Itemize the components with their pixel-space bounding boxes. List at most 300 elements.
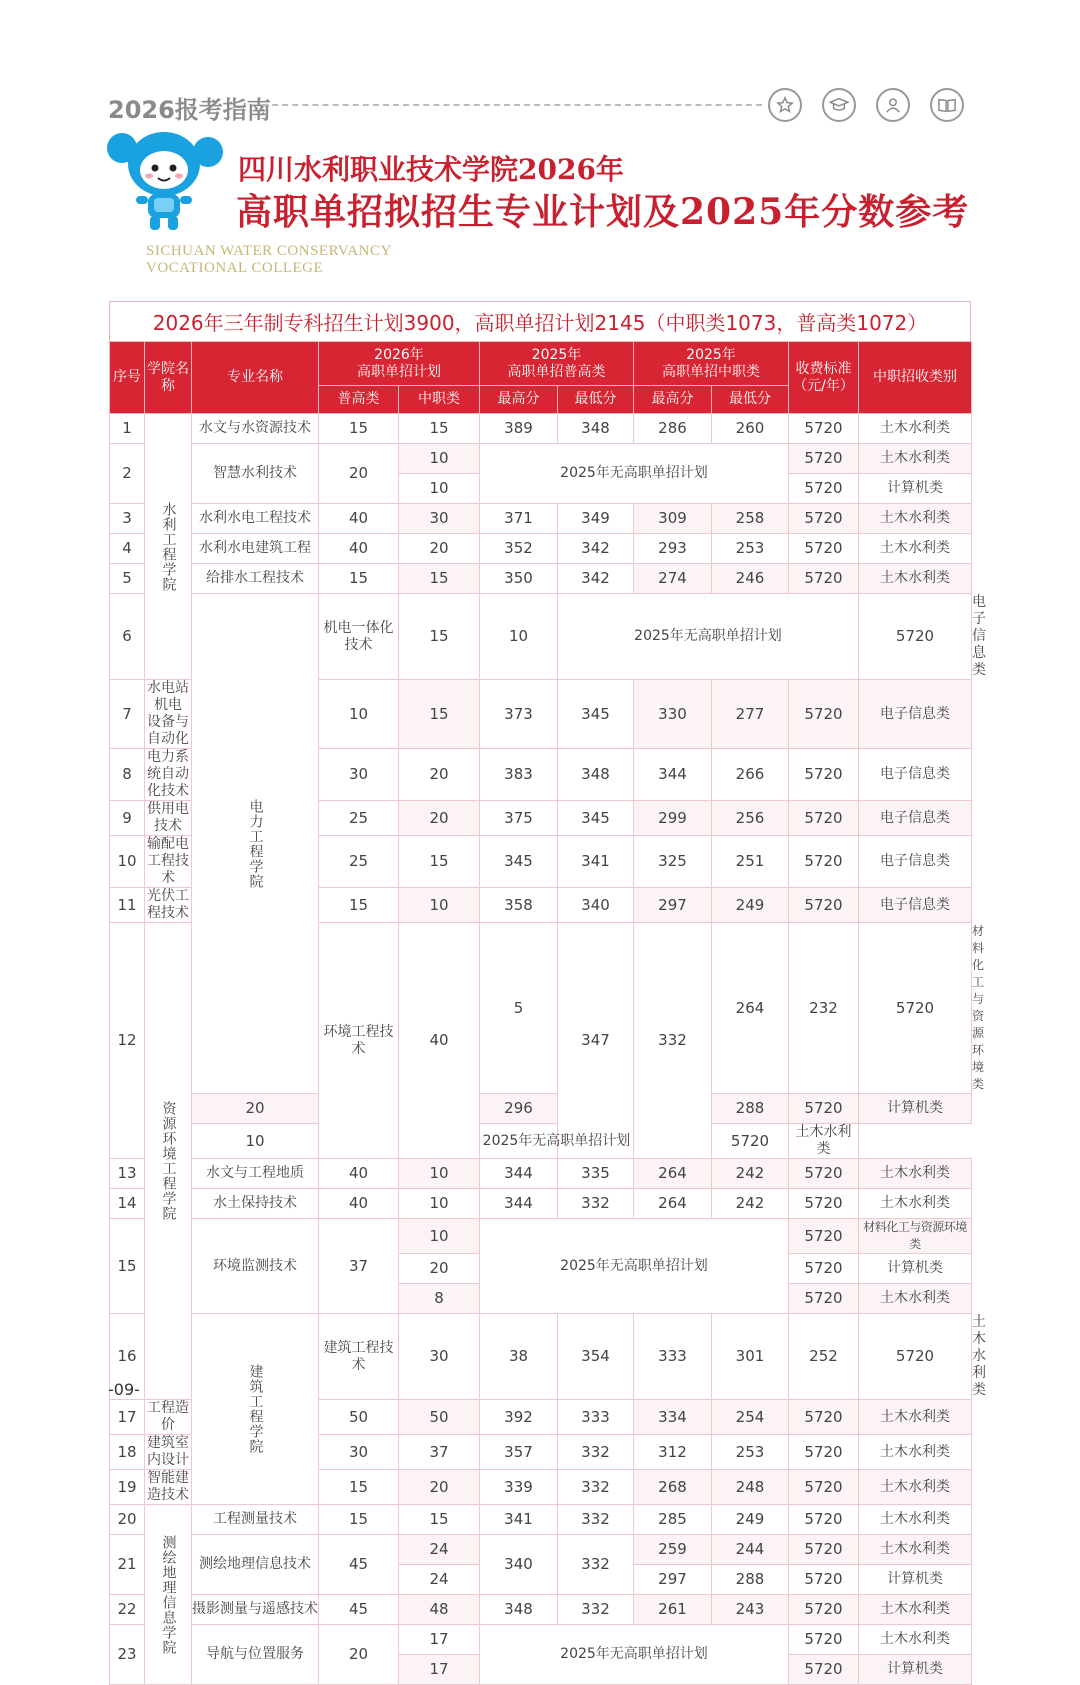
zz-max-cell: 296 [480, 1094, 558, 1124]
seq-cell: 15 [110, 1219, 145, 1314]
zhongzhi-plan-cell: 17 [399, 1655, 480, 1685]
zz-min-cell: 253 [712, 1435, 789, 1470]
gk-min-cell: 332 [558, 1189, 634, 1219]
college-cell: 水利工程学院 [145, 414, 192, 680]
major-cell: 环境工程技术 [319, 923, 399, 1159]
seq-cell: 1 [110, 414, 145, 444]
fee-cell: 5720 [789, 1435, 859, 1470]
pugao-plan-cell: 45 [319, 1535, 399, 1595]
category-cell: 土木水利类 [859, 1284, 972, 1314]
gk-max-cell: 352 [480, 534, 558, 564]
pugao-plan-cell: 50 [319, 1400, 399, 1435]
gk-max-cell: 371 [480, 504, 558, 534]
table-row [110, 564, 972, 594]
table-row [110, 1189, 972, 1219]
zz-min-cell: 277 [712, 680, 789, 749]
major-cell [145, 680, 192, 749]
zz-min-cell: 288 [712, 1565, 789, 1595]
zz-max-cell: 325 [634, 836, 712, 888]
pugao-plan-cell: 25 [319, 801, 399, 836]
gk-min-cell: 340 [558, 888, 634, 923]
gk-min-cell: 349 [558, 504, 634, 534]
category-cell: 土木水利类 [789, 1124, 859, 1159]
header-seq: 序号 [110, 342, 145, 414]
seq-cell: 11 [110, 888, 145, 923]
gk-max-cell: 348 [480, 1595, 558, 1625]
pugao-plan-cell: 30 [319, 749, 399, 801]
gk-min-cell: 333 [558, 1400, 634, 1435]
page-number: -09- [108, 1380, 140, 1399]
college-cell: 电力工程学院 [192, 594, 319, 1094]
category-cell: 计算机类 [859, 474, 972, 504]
fee-cell: 5720 [789, 1094, 859, 1124]
zz-max-cell: 309 [634, 504, 712, 534]
category-cell: 土木水利类 [859, 1505, 972, 1535]
zz-min-cell: 248 [712, 1470, 789, 1505]
mascot-logo [104, 124, 232, 236]
seq-cell: 10 [110, 836, 145, 888]
major-cell: 电力系统自动化技术 [145, 749, 192, 801]
fee-cell: 5720 [789, 749, 859, 801]
fee-cell: 5720 [789, 1284, 859, 1314]
fee-cell: 5720 [712, 1124, 789, 1159]
category-cell: 电子信息类 [859, 801, 972, 836]
header-score-gk [480, 342, 634, 386]
major-line1: 水电站机电 [147, 680, 189, 713]
pugao-plan-cell: 40 [319, 504, 399, 534]
pugao-plan-cell: 45 [319, 1595, 399, 1625]
category-cell: 计算机类 [859, 1565, 972, 1595]
gk-max-cell: 339 [480, 1470, 558, 1505]
zhongzhi-plan-cell: 20 [399, 749, 480, 801]
no-plan-cell: 2025年无高职单招计划 [480, 1625, 789, 1685]
major-cell: 智能建造技术 [145, 1470, 192, 1505]
fee-cell: 5720 [789, 1535, 859, 1565]
pugao-plan-cell: 20 [319, 444, 399, 504]
header-college: 学院名称 [145, 342, 192, 414]
category-cell: 电子信息类 [859, 680, 972, 749]
major-cell: 测绘地理信息技术 [192, 1535, 319, 1595]
category-cell: 土木水利类 [859, 1400, 972, 1435]
seq-cell: 5 [110, 564, 145, 594]
no-plan-cell: 2025年无高职单招计划 [480, 1219, 789, 1314]
gk-max-cell: 344 [480, 1189, 558, 1219]
gk-min-cell: 332 [634, 923, 712, 1159]
zhongzhi-plan-cell: 8 [399, 1284, 480, 1314]
major-cell: 导航与位置服务 [192, 1625, 319, 1685]
category-cell: 电子信息类 [859, 888, 972, 923]
english-name-line2: VOCATIONAL COLLEGE [146, 260, 324, 276]
header-plan-year: 2026年 [374, 346, 424, 363]
seq-cell: 17 [110, 1400, 145, 1435]
zhongzhi-plan-cell: 15 [399, 1505, 480, 1535]
zhongzhi-plan-cell: 15 [399, 564, 480, 594]
college-cell: 测绘地理信息学院 [145, 1505, 192, 1685]
zhongzhi-plan-cell: 5 [480, 923, 558, 1094]
zz-min-cell: 254 [712, 1400, 789, 1435]
table-row: 12 资源环境工程学院 环境工程技术 40 5 347 332 264 232 5720 材料化工与资源环境类 [110, 923, 972, 1094]
gk-min-cell: 333 [634, 1314, 712, 1400]
table-row [110, 1595, 972, 1625]
header-score-gk-label: 高职单招普高类 [507, 363, 606, 380]
major-cell: 工程测量技术 [192, 1505, 319, 1535]
user-icon [876, 88, 910, 122]
english-name-line1: SICHUAN WATER CONSERVANCY [146, 243, 392, 259]
category-cell: 材料化工与资源环境类 [859, 1219, 972, 1254]
category-cell: 土木水利类 [859, 444, 972, 474]
guide-title: 2026报考指南 [108, 96, 271, 124]
category-cell: 计算机类 [859, 1655, 972, 1685]
category-cell: 土木水利类 [859, 1159, 972, 1189]
header-category: 中职招收类别 [859, 342, 972, 414]
fee-cell: 5720 [789, 1159, 859, 1189]
zz-min-cell: 260 [712, 414, 789, 444]
seq-cell: 14 [110, 1189, 145, 1219]
category-cell: 土木水利类 [859, 414, 972, 444]
gk-max-cell: 392 [480, 1400, 558, 1435]
category-cell: 土木水利类 [859, 1470, 972, 1505]
seq-cell: 21 [110, 1535, 145, 1595]
zhongzhi-plan-cell: 48 [399, 1595, 480, 1625]
title-line1: 四川水利职业技术学院2026年 [238, 153, 624, 186]
header-zz-max: 最高分 [634, 386, 712, 414]
gk-min-cell: 341 [558, 836, 634, 888]
major-cell: 建筑室内设计 [145, 1435, 192, 1470]
zhongzhi-plan-cell: 10 [192, 1124, 319, 1159]
zhongzhi-plan-cell: 15 [399, 414, 480, 444]
major-cell: 水文与工程地质 [192, 1159, 319, 1189]
fee-cell: 5720 [789, 888, 859, 923]
fee-cell: 5720 [789, 1219, 859, 1254]
pugao-plan-cell: 15 [399, 594, 480, 680]
header-gk-max: 最高分 [480, 386, 558, 414]
zz-min-cell: 266 [712, 749, 789, 801]
zz-max-cell: 264 [634, 1189, 712, 1219]
table-row [110, 444, 972, 474]
seq-cell: 20 [110, 1505, 145, 1535]
pugao-plan-cell: 15 [319, 564, 399, 594]
category-cell: 土木水利类 [859, 1535, 972, 1565]
zz-max-cell: 259 [634, 1535, 712, 1565]
fee-cell: 5720 [789, 1505, 859, 1535]
gk-max-cell: 375 [480, 801, 558, 836]
seq-cell: 22 [110, 1595, 145, 1625]
zz-max-cell: 297 [634, 1565, 712, 1595]
zhongzhi-plan-cell: 24 [399, 1535, 480, 1565]
zhongzhi-plan-cell: 20 [399, 1470, 480, 1505]
pugao-plan-cell: 37 [319, 1219, 399, 1314]
zz-min-cell: 253 [712, 534, 789, 564]
zz-min-cell: 252 [789, 1314, 859, 1400]
major-cell: 供用电技术 [145, 801, 192, 836]
fee-cell: 5720 [859, 1314, 972, 1400]
zhongzhi-plan-cell: 30 [399, 504, 480, 534]
major-cell: 输配电工程技术 [145, 836, 192, 888]
zz-min-cell: 249 [712, 1505, 789, 1535]
seq-cell: 19 [110, 1470, 145, 1505]
major-cell: 机电一体化技术 [319, 594, 399, 680]
seq-cell: 16 [110, 1314, 145, 1400]
zhongzhi-plan-cell: 10 [399, 1189, 480, 1219]
fee-cell: 5720 [789, 1595, 859, 1625]
category-cell: 电子信息类 [859, 836, 972, 888]
header-major: 专业名称 [192, 342, 319, 414]
table-row [110, 1159, 972, 1189]
table-row [110, 504, 972, 534]
no-plan-cell: 2025年无高职单招计划 [480, 1124, 634, 1159]
table-row [110, 534, 972, 564]
gk-min-cell: 335 [558, 1159, 634, 1189]
major-cell: 摄影测量与遥感技术 [192, 1595, 319, 1625]
pugao-plan-cell: 40 [319, 1159, 399, 1189]
major-cell: 建筑工程技术 [319, 1314, 399, 1400]
gk-max-cell: 340 [480, 1535, 558, 1595]
pugao-plan-cell: 15 [319, 888, 399, 923]
fee-cell: 5720 [789, 801, 859, 836]
zz-min-cell: 249 [712, 888, 789, 923]
english-name [146, 243, 392, 277]
zhongzhi-plan-cell: 20 [399, 801, 480, 836]
gk-min-cell: 332 [558, 1435, 634, 1470]
zhongzhi-plan-cell: 10 [399, 1219, 480, 1254]
zz-max-cell: 264 [634, 1159, 712, 1189]
zz-min-cell: 258 [712, 504, 789, 534]
title-line2: 高职单招拟招生专业计划及2025年分数参考 [236, 191, 970, 233]
pugao-plan-cell: 15 [319, 1470, 399, 1505]
zhongzhi-plan-cell: 10 [399, 474, 480, 504]
seq-cell: 3 [110, 504, 145, 534]
zz-min-cell: 242 [712, 1189, 789, 1219]
category-cell: 土木水利类 [859, 564, 972, 594]
zz-max-cell: 312 [634, 1435, 712, 1470]
zz-min-cell: 256 [712, 801, 789, 836]
pugao-plan-cell: 15 [319, 414, 399, 444]
fee-cell: 5720 [789, 1655, 859, 1685]
pugao-plan-cell: 40 [319, 534, 399, 564]
fee-cell: 5720 [789, 1400, 859, 1435]
major-cell: 水利水电建筑工程 [192, 534, 319, 564]
seq-cell: 13 [110, 1159, 145, 1189]
zz-min-cell: 242 [712, 1159, 789, 1189]
gk-max-cell: 358 [480, 888, 558, 923]
zhongzhi-plan-cell: 38 [480, 1314, 558, 1400]
graduation-cap-icon [822, 88, 856, 122]
header-zz-min: 最低分 [712, 386, 789, 414]
category-cell: 土木水利类 [859, 504, 972, 534]
fee-cell: 5720 [789, 474, 859, 504]
zhongzhi-plan-cell: 15 [399, 836, 480, 888]
no-plan-cell: 2025年无高职单招计划 [558, 594, 859, 680]
gk-max-cell: 341 [480, 1505, 558, 1535]
header-plan-group [319, 342, 480, 386]
category-cell: 土木水利类 [859, 1435, 972, 1470]
zz-max-cell: 286 [634, 414, 712, 444]
zhongzhi-plan-cell: 10 [399, 1159, 480, 1189]
seq-cell: 8 [110, 749, 145, 801]
zz-max-cell: 299 [634, 801, 712, 836]
no-plan-cell: 2025年无高职单招计划 [480, 444, 789, 504]
gk-min-cell: 332 [558, 1470, 634, 1505]
fee-cell: 5720 [789, 534, 859, 564]
category-cell: 土木水利类 [859, 1595, 972, 1625]
table-row: 6 电力工程学院 机电一体化技术 15 10 2025年无高职单招计划 5720 电子信息类 [110, 594, 972, 680]
zz-max-cell: 261 [634, 1595, 712, 1625]
major-cell: 水利水电工程技术 [192, 504, 319, 534]
admission-table-box [109, 301, 986, 1685]
seq-cell: 4 [110, 534, 145, 564]
gk-max-cell: 383 [480, 749, 558, 801]
header-gk-min: 最低分 [558, 386, 634, 414]
pugao-plan-cell: 10 [319, 680, 399, 749]
zz-min-cell: 232 [789, 923, 859, 1094]
fee-cell: 5720 [789, 1254, 859, 1284]
header-divider [262, 104, 762, 106]
book-icon [930, 88, 964, 122]
gk-min-cell: 342 [558, 534, 634, 564]
zz-max-cell: 264 [712, 923, 789, 1094]
pugao-plan-cell: 25 [319, 836, 399, 888]
fee-cell: 5720 [789, 1189, 859, 1219]
zhongzhi-plan-cell: 15 [399, 680, 480, 749]
fee-cell: 5720 [789, 444, 859, 474]
zz-min-cell: 243 [712, 1595, 789, 1625]
major-cell: 给排水工程技术 [192, 564, 319, 594]
gk-min-cell: 332 [558, 1505, 634, 1535]
major-cell: 水土保持技术 [192, 1189, 319, 1219]
gk-max-cell: 389 [480, 414, 558, 444]
gk-min-cell: 342 [558, 564, 634, 594]
category-cell: 计算机类 [859, 1254, 972, 1284]
zhongzhi-plan-cell: 20 [399, 1254, 480, 1284]
header-zhongzhi: 中职类 [399, 386, 480, 414]
seq-cell: 12 [110, 923, 145, 1159]
fee-cell: 5720 [789, 504, 859, 534]
major-cell: 工程造价 [145, 1400, 192, 1435]
table-row [110, 414, 972, 444]
zz-max-cell: 330 [634, 680, 712, 749]
header-score-zz-year: 2025年 [686, 346, 736, 363]
zhongzhi-plan-cell: 20 [399, 534, 480, 564]
pugao-plan-cell: 40 [319, 1189, 399, 1219]
fee-cell: 5720 [859, 923, 972, 1094]
zhongzhi-plan-cell: 24 [399, 1565, 480, 1595]
table-row [110, 1094, 972, 1124]
table-row [110, 1505, 972, 1535]
gk-max-cell: 357 [480, 1435, 558, 1470]
gk-max-cell: 354 [558, 1314, 634, 1400]
seq-cell: 18 [110, 1435, 145, 1470]
category-cell: 土木水利类 [859, 1625, 972, 1655]
zz-min-cell: 288 [712, 1094, 789, 1124]
category-cell: 电子信息类 [859, 749, 972, 801]
zz-max-cell: 293 [634, 534, 712, 564]
major-cell: 环境监测技术 [192, 1219, 319, 1314]
fee-cell: 5720 [789, 1470, 859, 1505]
gk-max-cell: 373 [480, 680, 558, 749]
gk-min-cell: 345 [558, 801, 634, 836]
category-cell: 土木水利类 [859, 534, 972, 564]
major-cell: 光伏工程技术 [145, 888, 192, 923]
zz-max-cell: 297 [634, 888, 712, 923]
seq-cell: 6 [110, 594, 145, 680]
pugao-plan-cell: 15 [319, 1505, 399, 1535]
zz-max-cell: 274 [634, 564, 712, 594]
zz-max-cell: 334 [634, 1400, 712, 1435]
gk-max-cell: 350 [480, 564, 558, 594]
plan-summary: 2026年三年制专科招生计划3900，高职单招计划2145（中职类1073，普高类1072） [109, 301, 971, 341]
star-icon [768, 88, 802, 122]
gk-min-cell: 348 [558, 414, 634, 444]
seq-cell: 23 [110, 1625, 145, 1685]
pugao-plan-cell: 40 [399, 923, 480, 1159]
gk-min-cell: 345 [558, 680, 634, 749]
major-cell: 水文与水资源技术 [192, 414, 319, 444]
fee-cell: 5720 [789, 564, 859, 594]
seq-cell: 7 [110, 680, 145, 749]
zhongzhi-plan-cell: 20 [192, 1094, 319, 1124]
gk-max-cell: 345 [480, 836, 558, 888]
major-line2: 设备与自动化 [147, 714, 189, 747]
gk-max-cell: 347 [558, 923, 634, 1159]
seq-cell: 2 [110, 444, 145, 504]
header-pugao: 普高类 [319, 386, 399, 414]
table-body [110, 414, 986, 1685]
gk-min-cell: 348 [558, 749, 634, 801]
zhongzhi-plan-cell: 17 [399, 1625, 480, 1655]
zz-max-cell: 344 [634, 749, 712, 801]
zhongzhi-plan-cell: 50 [399, 1400, 480, 1435]
fee-cell: 5720 [789, 1565, 859, 1595]
zhongzhi-plan-cell: 10 [399, 444, 480, 474]
college-cell: 资源环境工程学院 [145, 923, 192, 1400]
header-plan-label: 高职单招计划 [357, 363, 441, 380]
seq-cell: 9 [110, 801, 145, 836]
table-row [110, 1625, 972, 1655]
college-cell: 建筑工程学院 [192, 1314, 319, 1505]
header-score-zz [634, 342, 789, 386]
table-row [110, 1124, 972, 1159]
fee-cell: 5720 [789, 1625, 859, 1655]
header-score-gk-year: 2025年 [531, 346, 582, 363]
zz-max-cell: 301 [712, 1314, 789, 1400]
header-fee: 收费标准（元/年） [789, 342, 859, 414]
zz-min-cell: 251 [712, 836, 789, 888]
zz-min-cell: 246 [712, 564, 789, 594]
fee-cell: 5720 [859, 594, 972, 680]
zhongzhi-plan-cell: 10 [399, 888, 480, 923]
pugao-plan-cell: 30 [399, 1314, 480, 1400]
pugao-plan-cell: 30 [319, 1435, 399, 1470]
gk-max-cell: 344 [480, 1159, 558, 1189]
table-row [110, 1535, 972, 1565]
fee-cell: 5720 [789, 414, 859, 444]
zhongzhi-plan-cell: 37 [399, 1435, 480, 1470]
zz-max-cell: 268 [634, 1470, 712, 1505]
major-cell: 智慧水利技术 [192, 444, 319, 504]
header-icons [768, 88, 964, 122]
admission-table [109, 341, 986, 1685]
category-cell: 土木水利类 [859, 1189, 972, 1219]
fee-cell: 5720 [789, 836, 859, 888]
zz-max-cell: 285 [634, 1505, 712, 1535]
gk-min-cell: 332 [558, 1535, 634, 1595]
category-cell: 计算机类 [859, 1094, 972, 1124]
gk-min-cell: 332 [558, 1595, 634, 1625]
zz-min-cell: 244 [712, 1535, 789, 1565]
fee-cell: 5720 [789, 680, 859, 749]
header-score-zz-label: 高职单招中职类 [662, 363, 760, 380]
zhongzhi-plan-cell: 10 [480, 594, 558, 680]
